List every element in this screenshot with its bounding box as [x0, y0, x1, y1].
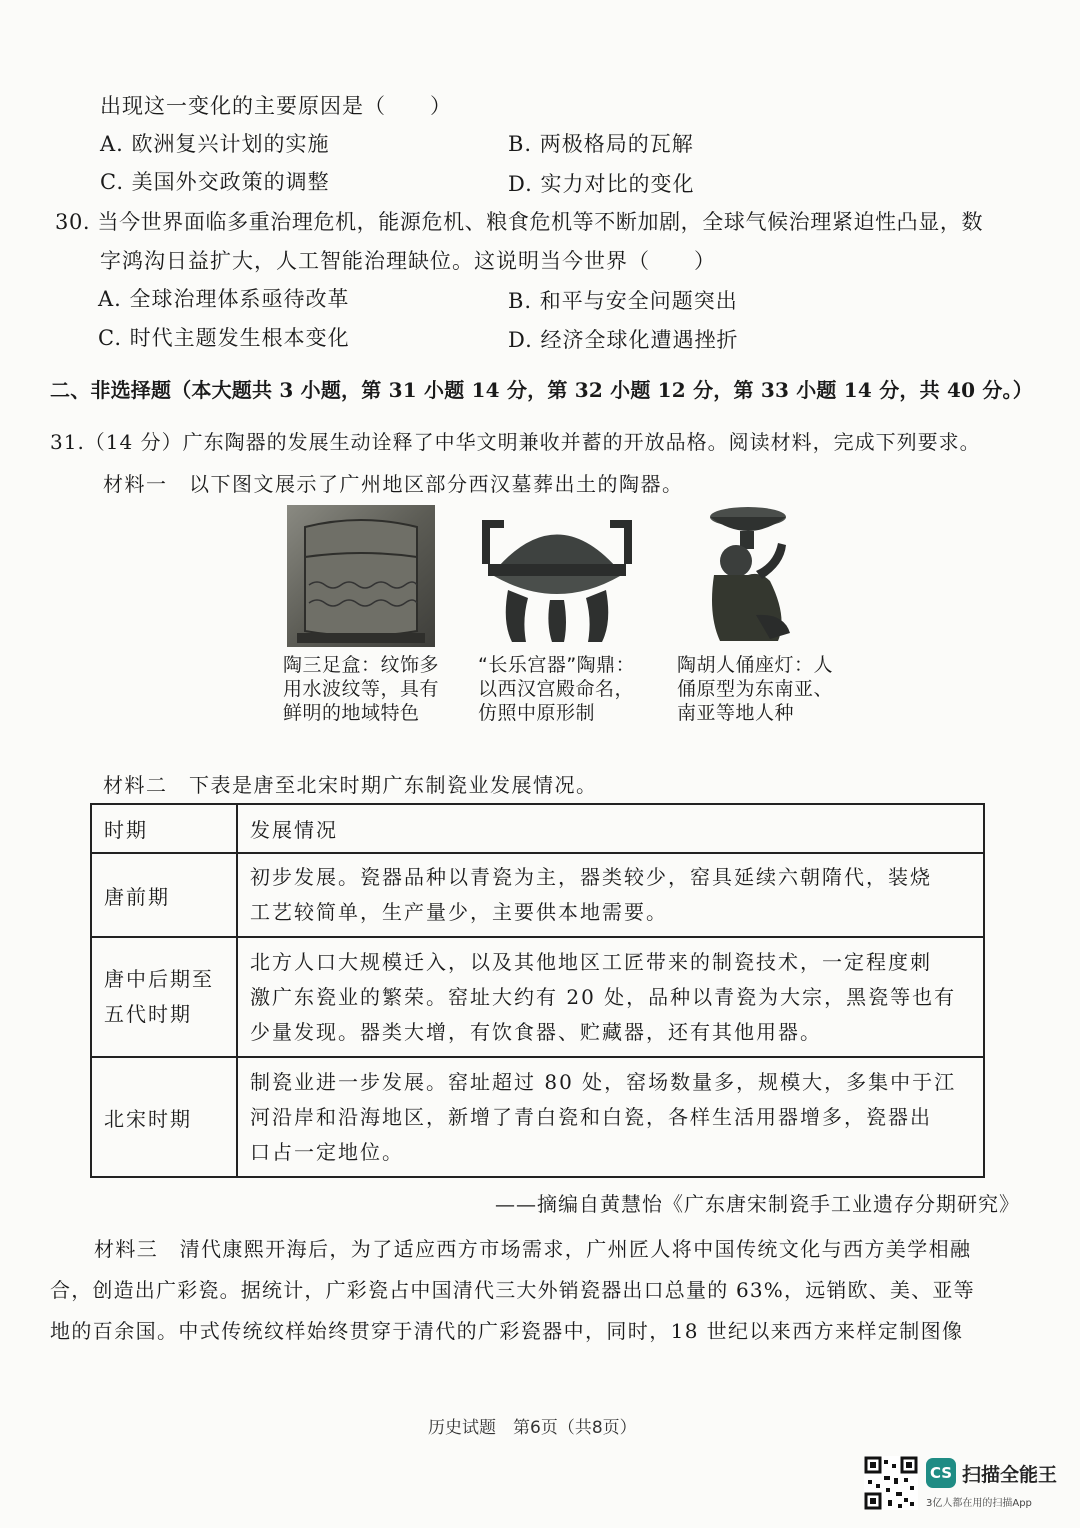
tripod-ding-photo	[478, 512, 636, 647]
caption-ding	[478, 653, 635, 725]
q29-option-d: D. 实力对比的变化	[508, 172, 695, 196]
desc-line: 少量发现。器类大增，有饮食器、贮藏器，还有其他用器。	[250, 1019, 822, 1044]
table-cell-desc	[237, 937, 984, 1057]
q30-option-d: D. 经济全球化遭遇挫折	[508, 328, 739, 352]
scanner-badge-icon: CS	[926, 1458, 956, 1488]
scanner-brand-name: 扫描全能王	[962, 1464, 1058, 1486]
q30-option-b: B. 和平与安全问题突出	[508, 289, 738, 313]
q30-stem-line1: 30. 当今世界面临多重治理危机，能源危机、粮食危机等不断加剧，全球气候治理紧迫性凸显，数	[55, 210, 984, 234]
q29-stem: 出现这一变化的主要原因是（ ）	[100, 94, 452, 118]
caption-line: 俑原型为东南亚、	[677, 678, 834, 700]
desc-line: 北方人口大规模迁入，以及其他地区工匠带来的制瓷技术，一定程度刺	[250, 949, 932, 974]
caption-lamp	[677, 653, 833, 725]
table-header-period: 时期	[91, 804, 237, 853]
caption-line: 鲜明的地域特色	[283, 702, 420, 724]
desc-line: 河沿岸和沿海地区，新增了青白瓷和白瓷，各样生活用器增多，瓷器出	[250, 1104, 932, 1129]
desc-line: 激广东瓷业的繁荣。窑址大约有 20 处，品种以青瓷为大宗，黑瓷等也有	[250, 984, 957, 1009]
caption-line: 仿照中原形制	[478, 702, 596, 724]
desc-line: 初步发展。瓷器品种以青瓷为主，器类较少，窑具延续六朝隋代，装烧	[250, 865, 932, 889]
table-cell-desc	[237, 1057, 984, 1177]
table-cell-desc	[237, 853, 984, 937]
table-source: ——摘编自黄慧怡《广东唐宋制瓷手工业遗存分期研究》	[495, 1192, 1020, 1216]
scanner-brand-tagline: 3亿人都在用的扫描App	[926, 1498, 1032, 1509]
caption-line: “长乐宫器”陶鼎：	[478, 654, 636, 676]
caption-line: 陶三足盒：纹饰多	[283, 654, 440, 676]
table-row	[91, 853, 984, 937]
caption-line: 南亚等地人种	[677, 702, 795, 724]
caption-line: 用水波纹等，具有	[283, 678, 440, 700]
qr-code-icon	[864, 1456, 918, 1510]
q31-intro: 31.（14 分）广东陶器的发展生动诠释了中华文明兼收并蓄的开放品格。阅读材料，完成下列要求。	[50, 430, 981, 454]
q29-option-a: A. 欧洲复兴计划的实施	[100, 132, 330, 156]
table-cell-period	[91, 937, 237, 1057]
caption-line: 陶胡人俑座灯：人	[677, 654, 834, 676]
desc-line: 工艺较简单，生产量少，主要供本地需要。	[250, 900, 668, 924]
figure-lamp-photo	[700, 505, 792, 647]
material3-line1: 材料三 清代康熙开海后，为了适应西方市场需求，广州匠人将中国传统文化与西方美学相融	[94, 1237, 972, 1261]
section-heading: 二、非选择题（本大题共 3 小题，第 31 小题 14 分，第 32 小题 12 分，第 33 小题 14 分，共 40 分。）	[50, 378, 1033, 402]
ceramics-table	[90, 803, 985, 1178]
page-footer: 历史试题 第6页（共8页）	[428, 1418, 637, 1438]
table-row	[91, 937, 984, 1057]
material3-line3: 地的百余国。中式传统纹样始终贯穿于清代的广彩瓷器中，同时，18 世纪以来西方来样定制图像	[50, 1319, 964, 1343]
q30-option-c: C. 时代主题发生根本变化	[98, 326, 350, 350]
material3-line2: 合，创造出广彩瓷。据统计，广彩瓷占中国清代三大外销瓷器出口总量的 63%，远销欧、美、亚等	[50, 1278, 975, 1302]
period-line: 五代时期	[104, 1002, 192, 1026]
table-header-development: 发展情况	[237, 804, 984, 853]
caption-line: 以西汉宫殿命名，	[478, 678, 635, 700]
table-cell-period: 北宋时期	[91, 1057, 237, 1177]
material1-intro: 材料一 以下图文展示了广州地区部分西汉墓葬出土的陶器。	[103, 472, 684, 496]
table-cell-period: 唐前期	[91, 853, 237, 937]
desc-line: 制瓷业进一步发展。窑址超过 80 处，窑场数量多，规模大，多集中于江	[250, 1069, 957, 1094]
q29-option-b: B. 两极格局的瓦解	[508, 132, 694, 156]
period-line: 唐中后期至	[104, 967, 214, 991]
q30-option-a: A. 全球治理体系亟待改革	[98, 287, 350, 311]
desc-line: 口占一定地位。	[250, 1139, 404, 1164]
q29-option-c: C. 美国外交政策的调整	[100, 170, 330, 194]
table-row	[91, 1057, 984, 1177]
material2-intro: 材料二 下表是唐至北宋时期广东制瓷业发展情况。	[103, 773, 598, 797]
q30-stem-line2: 字鸿沟日益扩大，人工智能治理缺位。这说明当今世界（ ）	[100, 249, 716, 273]
three-footed-box-photo	[287, 505, 435, 647]
caption-box	[283, 653, 439, 725]
